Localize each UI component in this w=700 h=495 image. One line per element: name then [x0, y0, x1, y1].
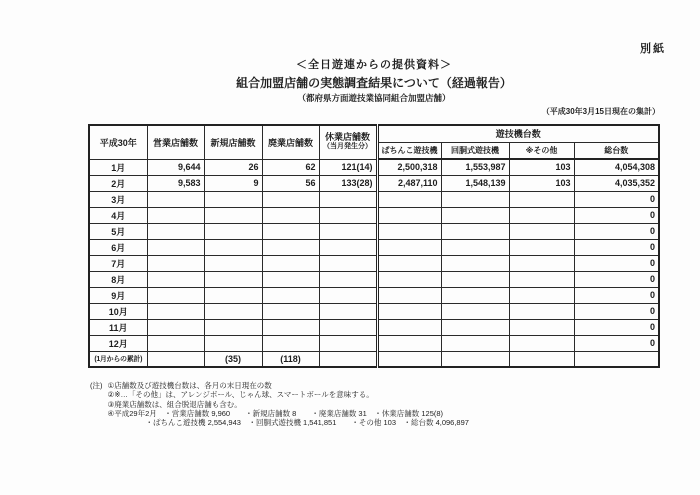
cell-closed [262, 303, 319, 319]
col-group-machine-counts: 遊技機台数 [377, 125, 659, 142]
cell-operating [147, 351, 204, 367]
cell-other: 103 [509, 159, 574, 175]
month-cell: 5月 [89, 223, 147, 239]
month-cell: 10月 [89, 303, 147, 319]
cell-pachinko [377, 287, 441, 303]
cell-total [574, 351, 659, 367]
cell-pachinko [377, 351, 441, 367]
cell-other [509, 303, 574, 319]
cell-pachinko [377, 239, 441, 255]
cell-other [509, 287, 574, 303]
cell-new [204, 319, 262, 335]
cell-kaidou: 1,548,139 [441, 175, 509, 191]
cell-suspended [319, 207, 377, 223]
cell-suspended [319, 239, 377, 255]
month-cell: 8月 [89, 271, 147, 287]
table-row [89, 191, 659, 207]
cell-operating: 9,644 [147, 159, 204, 175]
cell-closed [262, 287, 319, 303]
suspended-header-line1: 休業店舗数 [324, 132, 370, 143]
month-cell: 9月 [89, 287, 147, 303]
table-row [89, 207, 659, 223]
table-row [89, 351, 659, 367]
cell-new [204, 335, 262, 351]
cell-new: 9 [204, 175, 262, 191]
month-cell: 11月 [89, 319, 147, 335]
corner-label: 別紙 [640, 43, 666, 55]
cell-kaidou [441, 335, 509, 351]
month-cell: 7月 [89, 255, 147, 271]
cell-kaidou [441, 303, 509, 319]
cell-pachinko [377, 223, 441, 239]
table-body [89, 159, 659, 367]
col-header-total-machines: 総台数 [574, 142, 659, 159]
cell-new [204, 287, 262, 303]
cell-total: 4,035,352 [574, 175, 659, 191]
cell-total: 0 [574, 191, 659, 207]
col-header-new-stores: 新規店舗数 [204, 125, 262, 159]
cell-kaidou [441, 287, 509, 303]
table-row [89, 239, 659, 255]
cell-suspended: 121(14) [319, 159, 377, 175]
cell-new [204, 207, 262, 223]
cell-total: 0 [574, 271, 659, 287]
tally-date-note: （平成30年3月15日現在の集計） [541, 107, 660, 116]
cell-operating [147, 255, 204, 271]
cell-suspended [319, 191, 377, 207]
cell-closed [262, 239, 319, 255]
cell-operating [147, 271, 204, 287]
cell-pachinko [377, 255, 441, 271]
cell-pachinko [377, 303, 441, 319]
cell-new: (35) [204, 351, 262, 367]
cell-new: 26 [204, 159, 262, 175]
cell-pachinko [377, 207, 441, 223]
month-cell: 3月 [89, 191, 147, 207]
month-cell: 1月 [89, 159, 147, 175]
title-block [88, 56, 660, 104]
notes-label: (注) [90, 381, 103, 390]
cell-new [204, 303, 262, 319]
cell-pachinko [377, 271, 441, 287]
col-header-other-machines: ※その他 [509, 142, 574, 159]
cell-total: 0 [574, 207, 659, 223]
table-row [89, 335, 659, 351]
note-line: ・ぱちんこ遊技機 2,554,943 ・回胴式遊技機 1,541,851 ・その他 103 ・総台数 4,096,897 [145, 418, 469, 428]
cell-closed [262, 319, 319, 335]
cell-suspended [319, 319, 377, 335]
cell-pachinko: 2,487,110 [377, 175, 441, 191]
cell-total: 0 [574, 287, 659, 303]
cell-closed [262, 207, 319, 223]
cell-total: 0 [574, 223, 659, 239]
table-row [89, 271, 659, 287]
cell-new [204, 191, 262, 207]
month-cell: 2月 [89, 175, 147, 191]
cell-kaidou [441, 239, 509, 255]
cell-other [509, 223, 574, 239]
col-header-suspended-stores [319, 125, 377, 159]
month-cell: 4月 [89, 207, 147, 223]
month-cell: 6月 [89, 239, 147, 255]
col-header-pachinko-machines: ぱちんこ遊技機 [377, 142, 441, 159]
cell-closed [262, 255, 319, 271]
table-row [89, 175, 659, 191]
cell-other: 103 [509, 175, 574, 191]
cell-other [509, 335, 574, 351]
note-line: ①店舗数及び遊技機台数は、各月の末日現在の数 [107, 381, 272, 390]
page-title: 組合加盟店舗の実態調査結果について（経過報告） [236, 76, 512, 90]
cell-new [204, 223, 262, 239]
cell-operating [147, 335, 204, 351]
cell-operating [147, 223, 204, 239]
note-line: ④平成29年2月 ・営業店舗数 9,960 ・新規店舗数 8 ・廃業店舗数 31 ・休業店舗数 125(8) [107, 408, 444, 418]
cell-operating: 9,583 [147, 175, 204, 191]
cell-other [509, 271, 574, 287]
table-row [89, 287, 659, 303]
cell-total: 0 [574, 319, 659, 335]
cell-operating [147, 287, 204, 303]
cell-suspended [319, 303, 377, 319]
cell-kaidou [441, 191, 509, 207]
cell-closed [262, 335, 319, 351]
cell-total: 4,054,308 [574, 159, 659, 175]
cell-other [509, 207, 574, 223]
table-row [89, 223, 659, 239]
cell-total: 0 [574, 303, 659, 319]
note-line: ②※…「その他」は、アレンジボール、じゃん球、スマートボールを意味する。 [107, 390, 374, 400]
cell-suspended: 133(28) [319, 175, 377, 191]
note-line: ③廃業店舗数は、組合脱退店舗も含む。 [107, 399, 242, 409]
cell-closed: (118) [262, 351, 319, 367]
cell-total: 0 [574, 335, 659, 351]
cell-suspended [319, 351, 377, 367]
cell-new [204, 239, 262, 255]
cell-kaidou [441, 223, 509, 239]
cell-closed [262, 191, 319, 207]
cell-kaidou [441, 271, 509, 287]
notes [90, 381, 469, 427]
cell-other [509, 351, 574, 367]
survey-table [88, 124, 660, 368]
col-header-slot-machines: 回胴式遊技機 [441, 142, 509, 159]
cell-total: 0 [574, 239, 659, 255]
suspended-header-line2: （当月発生分） [323, 143, 372, 151]
cell-operating [147, 319, 204, 335]
month-cell: (1月からの累計) [89, 351, 147, 367]
col-header-operating-stores: 営業店舗数 [147, 125, 204, 159]
cell-kaidou [441, 319, 509, 335]
cell-kaidou [441, 207, 509, 223]
cell-pachinko [377, 191, 441, 207]
cell-closed [262, 271, 319, 287]
cell-pachinko: 2,500,318 [377, 159, 441, 175]
cell-other [509, 255, 574, 271]
cell-operating [147, 239, 204, 255]
cell-total: 0 [574, 255, 659, 271]
cell-other [509, 319, 574, 335]
cell-other [509, 191, 574, 207]
col-header-year: 平成30年 [89, 125, 147, 159]
cell-suspended [319, 255, 377, 271]
table-row [89, 159, 659, 175]
cell-new [204, 255, 262, 271]
cell-operating [147, 303, 204, 319]
cell-closed: 56 [262, 175, 319, 191]
cell-suspended [319, 271, 377, 287]
cell-kaidou [441, 255, 509, 271]
cell-kaidou [441, 351, 509, 367]
cell-new [204, 271, 262, 287]
cell-closed: 62 [262, 159, 319, 175]
table-row [89, 319, 659, 335]
notes-lines [108, 381, 469, 427]
cell-pachinko [377, 335, 441, 351]
cell-operating [147, 191, 204, 207]
cell-kaidou: 1,553,987 [441, 159, 509, 175]
cell-pachinko [377, 319, 441, 335]
cell-suspended [319, 287, 377, 303]
cell-suspended [319, 223, 377, 239]
title-subtitle: （都府県方面遊技業協同組合加盟店舗） [297, 93, 451, 103]
cell-operating [147, 207, 204, 223]
title-source: ＜全日遊連からの提供資料＞ [296, 59, 452, 71]
cell-suspended [319, 335, 377, 351]
table-row [89, 303, 659, 319]
cell-other [509, 239, 574, 255]
col-header-closed-stores: 廃業店舗数 [262, 125, 319, 159]
table-row [89, 255, 659, 271]
cell-closed [262, 223, 319, 239]
month-cell: 12月 [89, 335, 147, 351]
